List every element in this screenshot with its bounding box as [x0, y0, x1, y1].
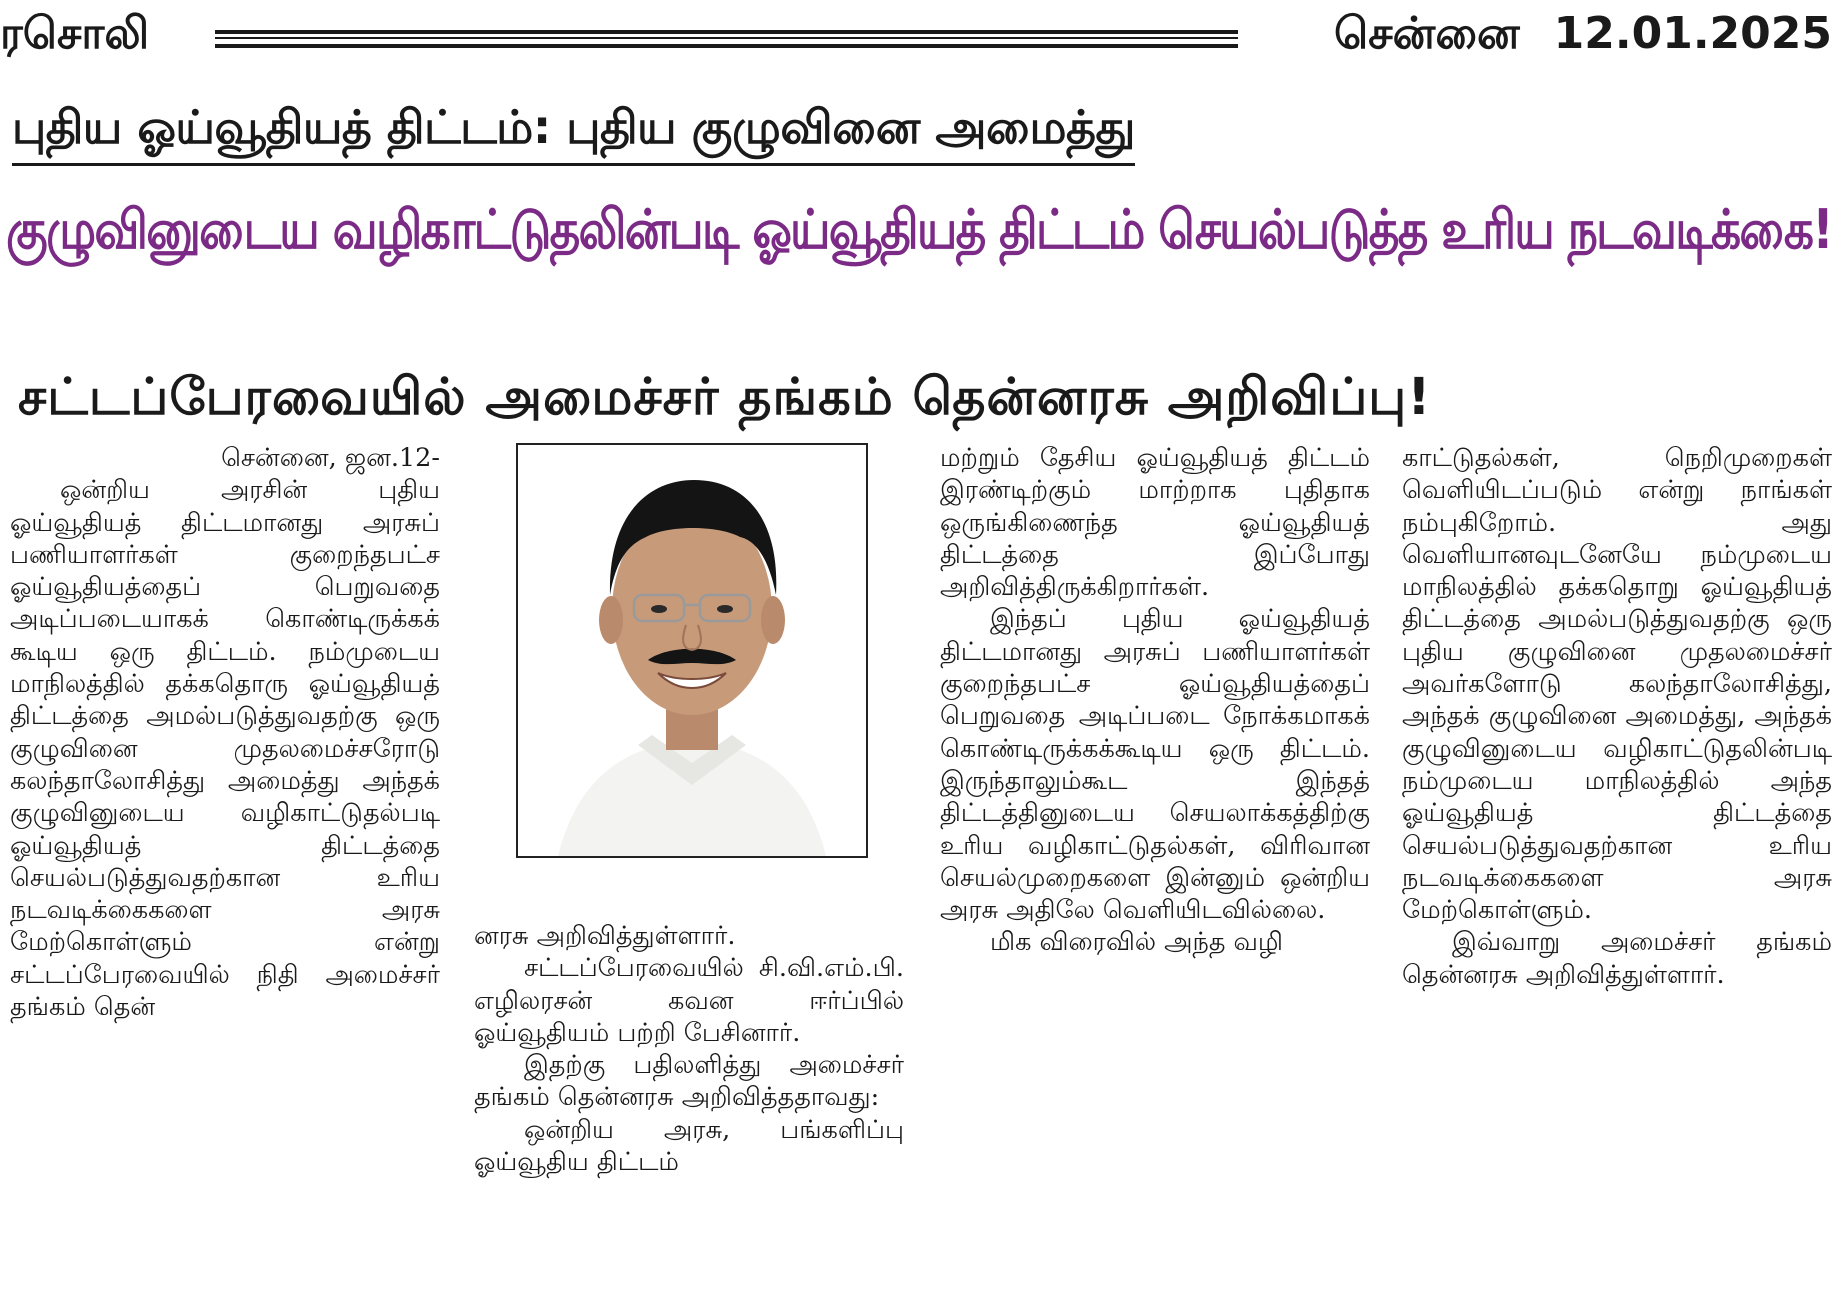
masthead-city: சென்னை	[1334, 8, 1520, 59]
article-paragraph: ஒன்றிய அரசு, பங்களிப்பு ஓய்வூதிய திட்டம்	[474, 1114, 904, 1178]
article-paragraph: ஒன்றிய அரசின் புதிய ஓய்வூதியத் திட்டமானது அரசுப் பணியாளர்கள் குறைந்தபட்ச ஓய்வூதியத்தைப் பெறுவதை அடிப்படையாகக் கொண்டிருக்கக் கூடிய ஒரு திட்டம். நம்முடைய மாநிலத்தில் தக்கதொரு ஓய்வூதியத் திட்டத்தை அமல்படுத்துவதற்கு ஒரு குழுவினை முதலமைச்சரோடு கலந்தாலோசித்து அமைத்து அந்தக் குழுவினுடைய வழிகாட்டுதல்படி ஓய்வூதியத் திட்டத்தை செயல்படுத்துவதற்கான உரிய நடவடிக்கைகளை அரசு மேற்கொள்ளும் என்று சட்டப்பேரவையில் நிதி அமைச்சர் தங்கம் தென்	[10, 475, 440, 1023]
masthead	[0, 0, 1838, 76]
article-paragraph: இதற்கு பதிலளித்து அமைச்சர் தங்கம் தென்னரசு அறிவித்ததாவது:	[474, 1050, 904, 1113]
article-paragraph: சட்டப்பேரவையில் சி.வி.எம்.பி. எழிலரசன் கவன ஈர்ப்பில் ஓய்வூதியம் பற்றி பேசினார்.	[474, 953, 904, 1048]
paper-name: ரசொலி	[0, 8, 150, 59]
masthead-rule	[215, 30, 1238, 48]
masthead-dateline	[1300, 8, 1832, 65]
article-paragraph: இவ்வாறு அமைச்சர் தங்கம் தென்னரசு அறிவித்துள்ளார்.	[1402, 927, 1832, 990]
sub-headline: சட்டப்பேரவையில் அமைச்சர் தங்கம் தென்னரசு அறிவிப்பு!	[18, 368, 1432, 427]
article-paragraph: மிக விரைவில் அந்த வழி	[990, 927, 1284, 958]
article-paragraph: இந்தப் புதிய ஓய்வூதியத் திட்டமானது அரசுப் பணியாளர்கள் குறைந்தபட்ச ஓய்வூதியத்தைப் பெறுவதை அடிப்படை நோக்கமாகக் கொண்டிருக்கக்கூடிய ஒரு திட்டம். இருந்தாலும்கூட இந்தத் திட்டத்தினுடைய செயலாக்கத்திற்கு உரிய வழிகாட்டுதல்கள், விரிவான செயல்முறைகளை இன்னும் ஒன்றிய அரசு அதிலே வெளியிடவில்லை.	[940, 604, 1370, 926]
article-paragraph: காட்டுதல்கள், நெறிமுறைகள் வெளியிடப்படும் என்று நாங்கள் நம்புகிறோம். அது வெளியானவுடனேயே நம்முடைய மாநிலத்தில் தக்கதொறு ஓய்வூதியத் திட்டத்தை அமல்படுத்துவதற்கு ஒரு புதிய குழுவினை முதலமைச்சர் அவர்களோடு கலந்தாலோசித்து, அந்தக் குழுவினை அமைத்து, அந்தக் குழுவினுடைய வழிகாட்டுதலின்படி நம்முடைய மாநிலத்தில் அந்த ஓய்வூதியத் திட்டத்தை செயல்படுத்துவதற்கான உரிய நடவடிக்கைகளை அரசு மேற்கொள்ளும்.	[1402, 443, 1832, 926]
article-column-2	[474, 920, 904, 1178]
kicker-headline: புதிய ஓய்வூதியத் திட்டம்: புதிய குழுவினை அமைத்து	[12, 100, 1135, 166]
article-paragraph: மற்றும் தேசிய ஓய்வூதியத் திட்டம் இரண்டிற்கும் மாற்றாக புதிதாக ஒருங்கிணைந்த ஓய்வூதியத் திட்டத்தை இப்போது அறிவித்திருக்கிறார்கள்.	[940, 443, 1370, 603]
article-dateline: சென்னை, ஜன.12-	[221, 443, 440, 473]
article-column-1	[10, 442, 440, 1023]
article-column-3	[940, 442, 1370, 959]
article-column-4	[1402, 442, 1832, 991]
portrait-photo-icon	[516, 443, 868, 858]
main-headline: குழுவினுடைய வழிகாட்டுதலின்படி ஓய்வூதியத் திட்டம் செயல்படுத்த உரிய நடவடிக்கை!	[6, 198, 1833, 261]
article-paragraph: னரசு அறிவித்துள்ளார்.	[474, 921, 736, 951]
masthead-date: 12.01.2025	[1553, 8, 1832, 59]
